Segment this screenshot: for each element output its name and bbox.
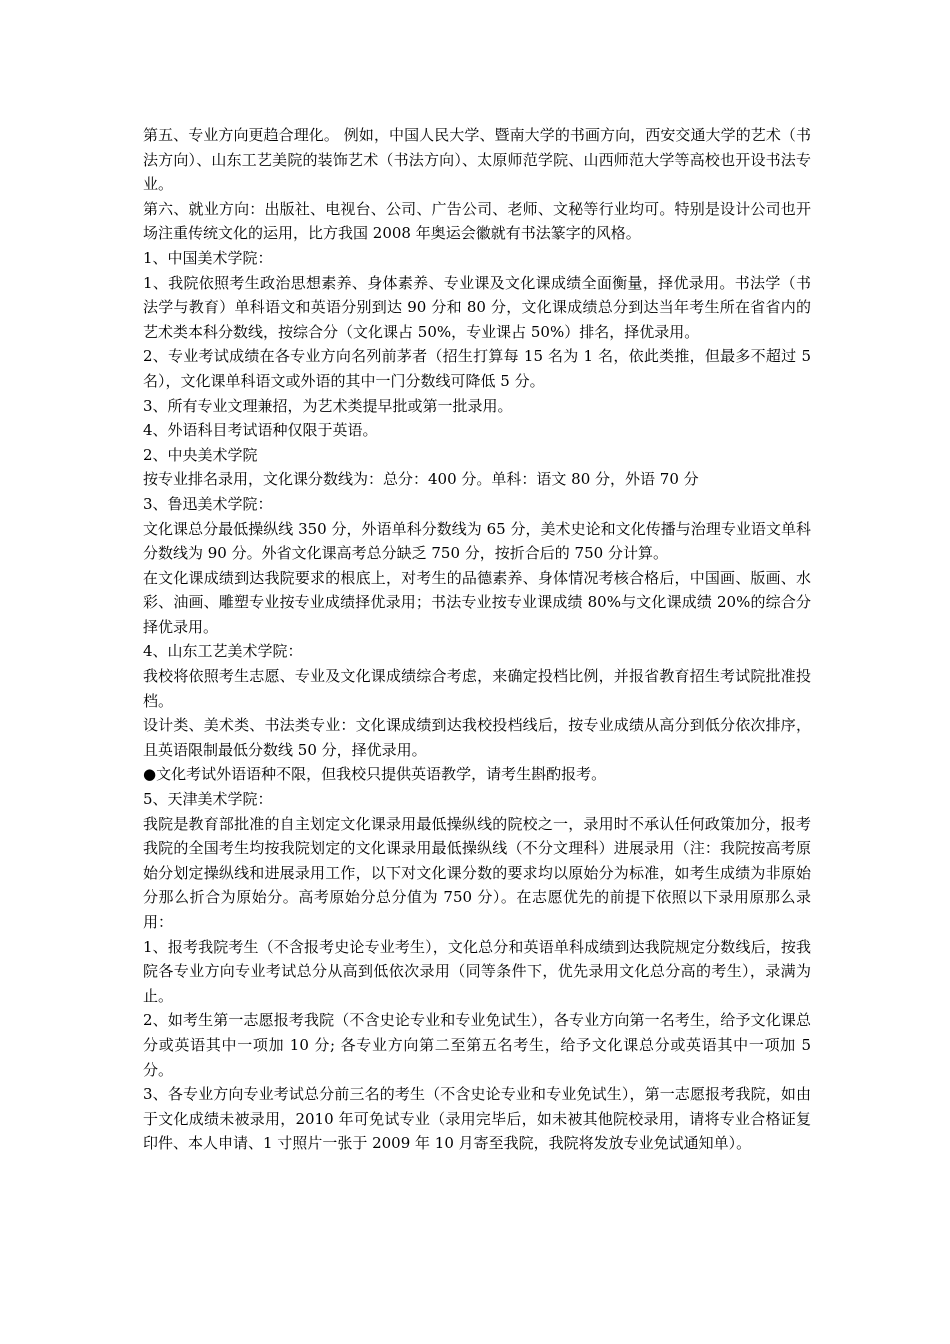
- paragraph-tianjin-rule-3: 3、各专业方向专业考试总分前三名的考生（不含史论专业和专业免试生），第一志愿报考我院，如由于文化成绩未被录用，2010 年可免试专业（录用完毕后，如未被其他院校录用，请将专业合格证复印件、本人申请、1 寸照片一张于 2009 年 10 月寄至我院，我院将发放专业免试通知单）。: [143, 1085, 811, 1153]
- paragraph-tianjin-intro: 我院是教育部批准的自主划定文化课录用最低操纵线的院校之一，录用时不承认任何政策加分，报考我院的全国考生均按我院划定的文化课录用最低操纵线（不分文理科）进展录用（注：我院按高考原始分划定操纵线和进展录用工作，以下对文化课分数的要求均以原始分为标准，如考生成绩为非原始分那么折合为原始分。高考原始分总分值为 750 分）。在志愿优先的前提下依照以下录用原那么录用：: [143, 814, 811, 931]
- paragraph-caa-rule-4: 4、外语科目考试语种仅限于英语。: [143, 421, 378, 440]
- heading-shandong-academy: 4、山东工艺美术学院：: [143, 642, 303, 661]
- paragraph-tianjin-rule-2: 2、如考生第一志愿报考我院（不含史论专业和专业免试生），各专业方向第一名考生，给予文化课总分或英语其中一项加 10 分; 各专业方向第二至第五名考生，给予文化课总分或英语其中一项加 5 分。: [143, 1011, 811, 1079]
- heading-cafa: 2、中央美术学院: [143, 445, 258, 464]
- heading-tianjin-academy: 5、天津美术学院：: [143, 790, 273, 809]
- document-page: [143, 123, 811, 1156]
- paragraph-caa-rule-1: 1、我院依照考生政治思想素养、身体素养、专业课及文化课成绩全面衡量，择优录用。书法学（书法学与教育）单科语文和英语分别到达 90 分和 80 分，文化课成绩总分到达当年考生所在省省内的艺术类本科分数线，按综合分（文化课占 50%，专业课占 50%）排名，择优录用。: [143, 273, 811, 341]
- paragraph-luxun-rule-2: 在文化课成绩到达我院要求的根底上，对考生的品德素养、身体情况考核合格后，中国画、版画、水彩、油画、雕塑专业按专业成绩择优录用；书法专业按专业课成绩 80%与文化课成绩 20%的综合分择优录用。: [143, 568, 811, 636]
- heading-china-academy-of-art: 1、中国美术学院：: [143, 248, 273, 267]
- paragraph-shandong-rule-2: 设计类、美术类、书法类专业：文化课成绩到达我校投档线后，按专业成绩从高分到低分依次排序，且英语限制最低分数线 50 分，择优录用。: [143, 716, 811, 759]
- paragraph-employment-direction: 第六、就业方向：出版社、电视台、公司、广告公司、老师、文秘等行业均可。特别是设计公司也开场注重传统文化的运用，比方我国 2008 年奥运会徽就有书法篆字的风格。: [143, 199, 811, 243]
- paragraph-major-direction: 第五、专业方向更趋合理化。 例如，中国人民大学、暨南大学的书画方向，西安交通大学的艺术（书法方向）、山东工艺美院的装饰艺术（书法方向）、太原师范学院、山西师范大学等高校也开设书法专业。: [143, 126, 811, 194]
- paragraph-shandong-rule-1: 我校将依照考生志愿、专业及文化课成绩综合考虑，来确定投档比例，并报省教育招生考试院批准投档。: [143, 667, 811, 710]
- paragraph-cafa-rule: 按专业排名录用，文化课分数线为：总分：400 分。单科：语文 80 分，外语 70 分: [143, 470, 699, 489]
- paragraph-luxun-rule-1: 文化课总分最低操纵线 350 分，外语单科分数线为 65 分，美术史论和文化传播与治理专业语文单科分数线为 90 分。外省文化课高考总分缺乏 750 分，按折合后的 750 分计算。: [143, 519, 811, 563]
- heading-luxun-academy: 3、鲁迅美术学院：: [143, 494, 273, 513]
- paragraph-caa-rule-2: 2、专业考试成绩在各专业方向名列前茅者（招生打算每 15 名为 1 名，依此类推，但最多不超过 5 名），文化课单科语文或外语的其中一门分数线可降低 5 分。: [143, 347, 811, 390]
- paragraph-caa-rule-3: 3、所有专业文理兼招，为艺术类提早批或第一批录用。: [143, 396, 513, 415]
- paragraph-shandong-rule-3: ●文化考试外语语种不限，但我校只提供英语教学，请考生斟酌报考。: [143, 765, 607, 784]
- paragraph-tianjin-rule-1: 1、报考我院考生（不含报考史论专业考生），文化总分和英语单科成绩到达我院规定分数线后，按我院各专业方向专业考试总分从高到低依次录用（同等条件下，优先录用文化总分高的考生），录满为止。: [143, 937, 811, 1005]
